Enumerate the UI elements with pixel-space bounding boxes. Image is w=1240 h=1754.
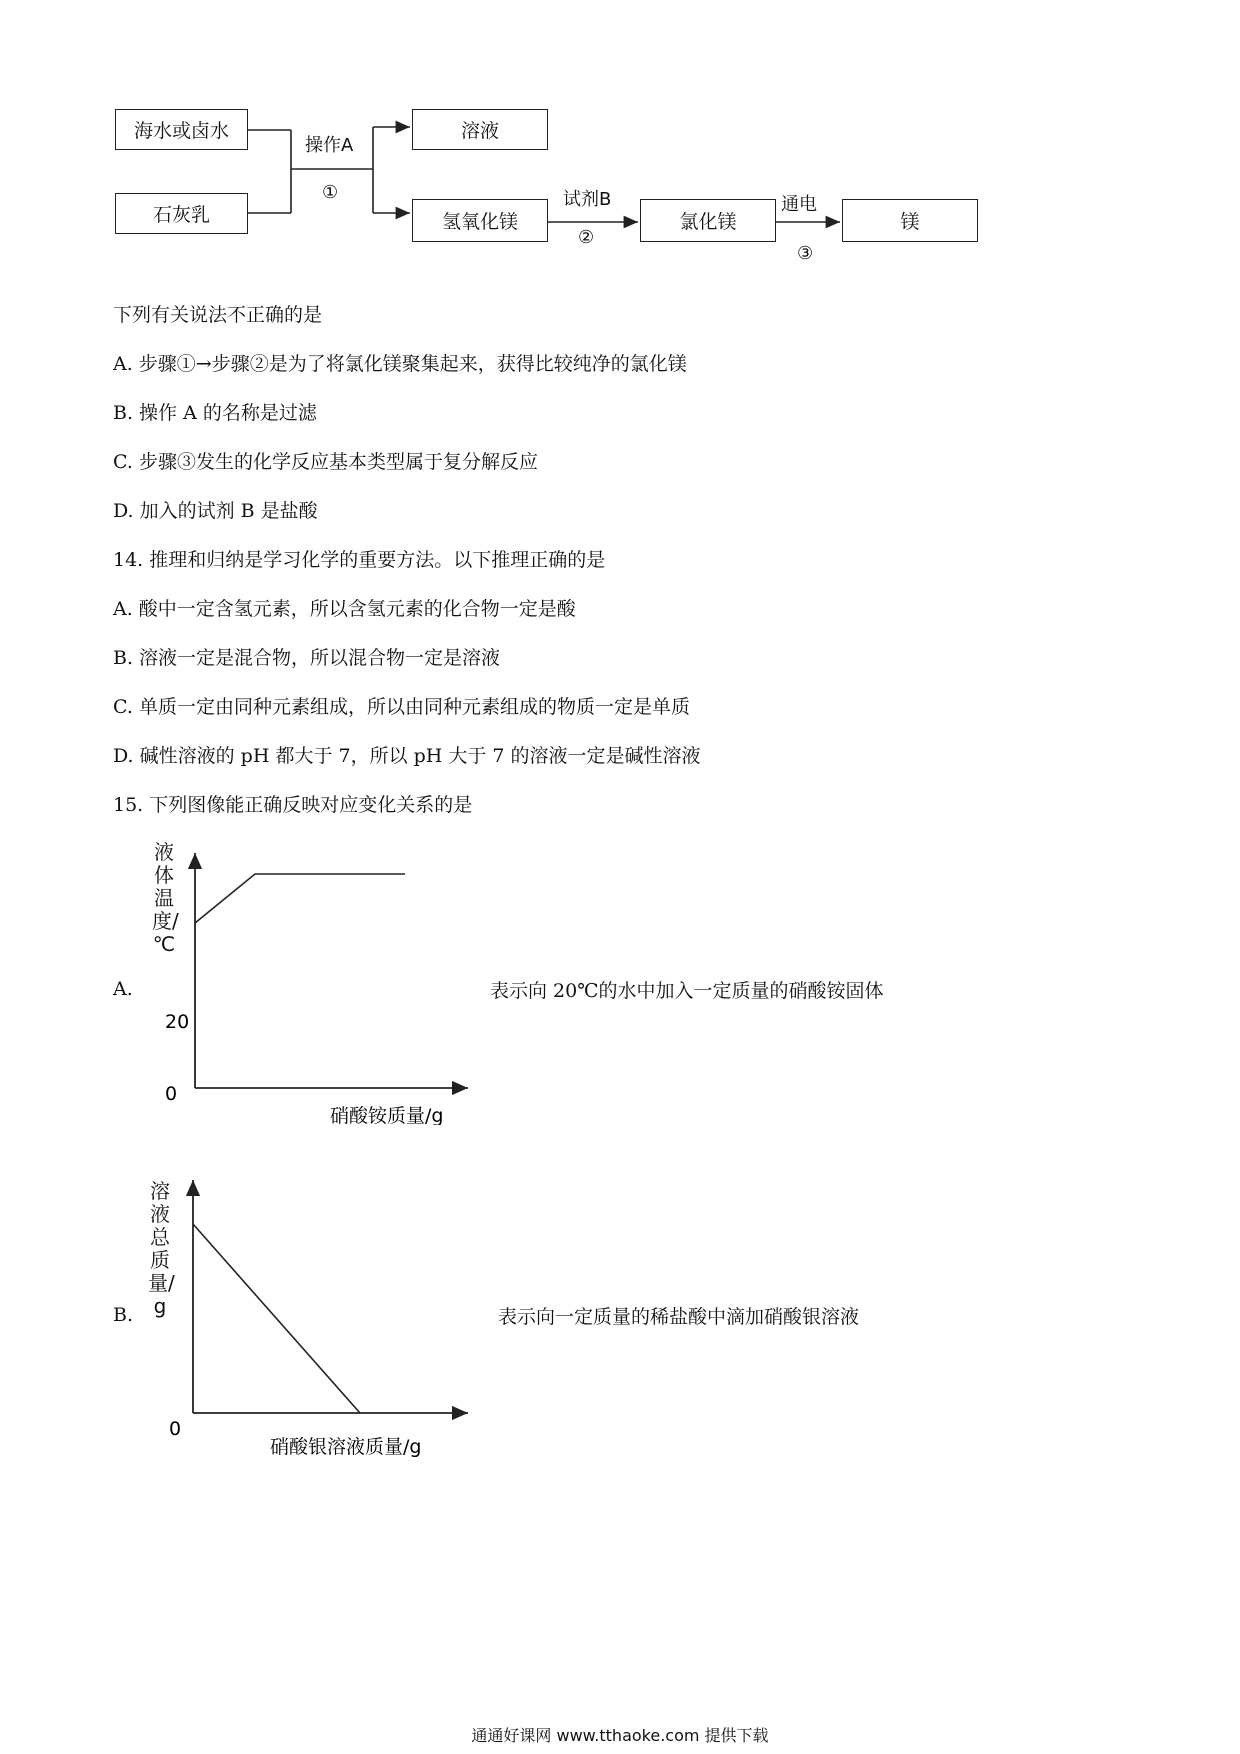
box-seawater: 海水或卤水 <box>115 109 248 150</box>
q14-option-a: A. 酸中一定含氢元素，所以含氢元素的化合物一定是酸 <box>113 598 576 620</box>
q13-option-c: C. 步骤③发生的化学反应基本类型属于复分解反应 <box>113 451 538 473</box>
q15-option-a-desc: 表示向 20℃的水中加入一定质量的硝酸铵固体 <box>490 980 884 1002</box>
q15-option-a-letter: A. <box>113 978 133 1000</box>
page-footer: 通通好课网 www.tthaoke.com 提供下载 <box>471 1726 769 1745</box>
label-step-3: ③ <box>797 243 814 264</box>
q15-option-b-desc: 表示向一定质量的稀盐酸中滴加硝酸银溶液 <box>498 1306 860 1328</box>
graph-a <box>150 845 480 1125</box>
graph-b <box>150 1170 480 1460</box>
q14-option-c: C. 单质一定由同种元素组成，所以由同种元素组成的物质一定是单质 <box>113 696 690 718</box>
graph-a-ylabel: 液体温度/℃ <box>152 840 179 956</box>
box-mg: 镁 <box>842 199 978 242</box>
graph-a-xlabel: 硝酸铵质量/g <box>330 1105 444 1125</box>
label-operation-a: 操作A <box>305 135 354 156</box>
q15-option-b-letter: B. <box>113 1304 134 1326</box>
q13-option-b: B. 操作 A 的名称是过滤 <box>113 402 317 424</box>
q13-option-d: D. 加入的试剂 B 是盐酸 <box>113 500 318 522</box>
graph-a-series-line <box>195 874 405 923</box>
graph-a-ytick-20: 20 <box>165 1011 190 1033</box>
q14-option-d: D. 碱性溶液的 pH 都大于 7，所以 pH 大于 7 的溶液一定是碱性溶液 <box>113 745 701 767</box>
label-electric: 通电 <box>781 194 817 215</box>
graph-b-series-line <box>193 1224 360 1413</box>
graph-b-xlabel: 硝酸银溶液质量/g <box>270 1436 422 1458</box>
q14-stem: 14. 推理和归纳是学习化学的重要方法。以下推理正确的是 <box>113 549 606 571</box>
box-limemilk: 石灰乳 <box>115 193 248 234</box>
q13-option-a: A. 步骤①→步骤②是为了将氯化镁聚集起来，获得比较纯净的氯化镁 <box>113 353 687 375</box>
box-mgcl: 氯化镁 <box>640 199 776 242</box>
graph-b-ylabel: 溶液总质量/g <box>148 1179 175 1318</box>
box-mgoh: 氢氧化镁 <box>412 199 548 242</box>
q15-stem: 15. 下列图像能正确反映对应变化关系的是 <box>113 794 473 816</box>
q14-option-b: B. 溶液一定是混合物，所以混合物一定是溶液 <box>113 647 501 669</box>
label-step-2: ② <box>578 227 595 248</box>
graph-b-origin-label: 0 <box>169 1418 182 1440</box>
label-reagent-b: 试剂B <box>563 189 612 210</box>
box-solution: 溶液 <box>412 109 548 150</box>
graph-a-origin-label: 0 <box>165 1083 178 1105</box>
label-step-1: ① <box>322 182 339 203</box>
q13-stem: 下列有关说法不正确的是 <box>113 304 323 326</box>
